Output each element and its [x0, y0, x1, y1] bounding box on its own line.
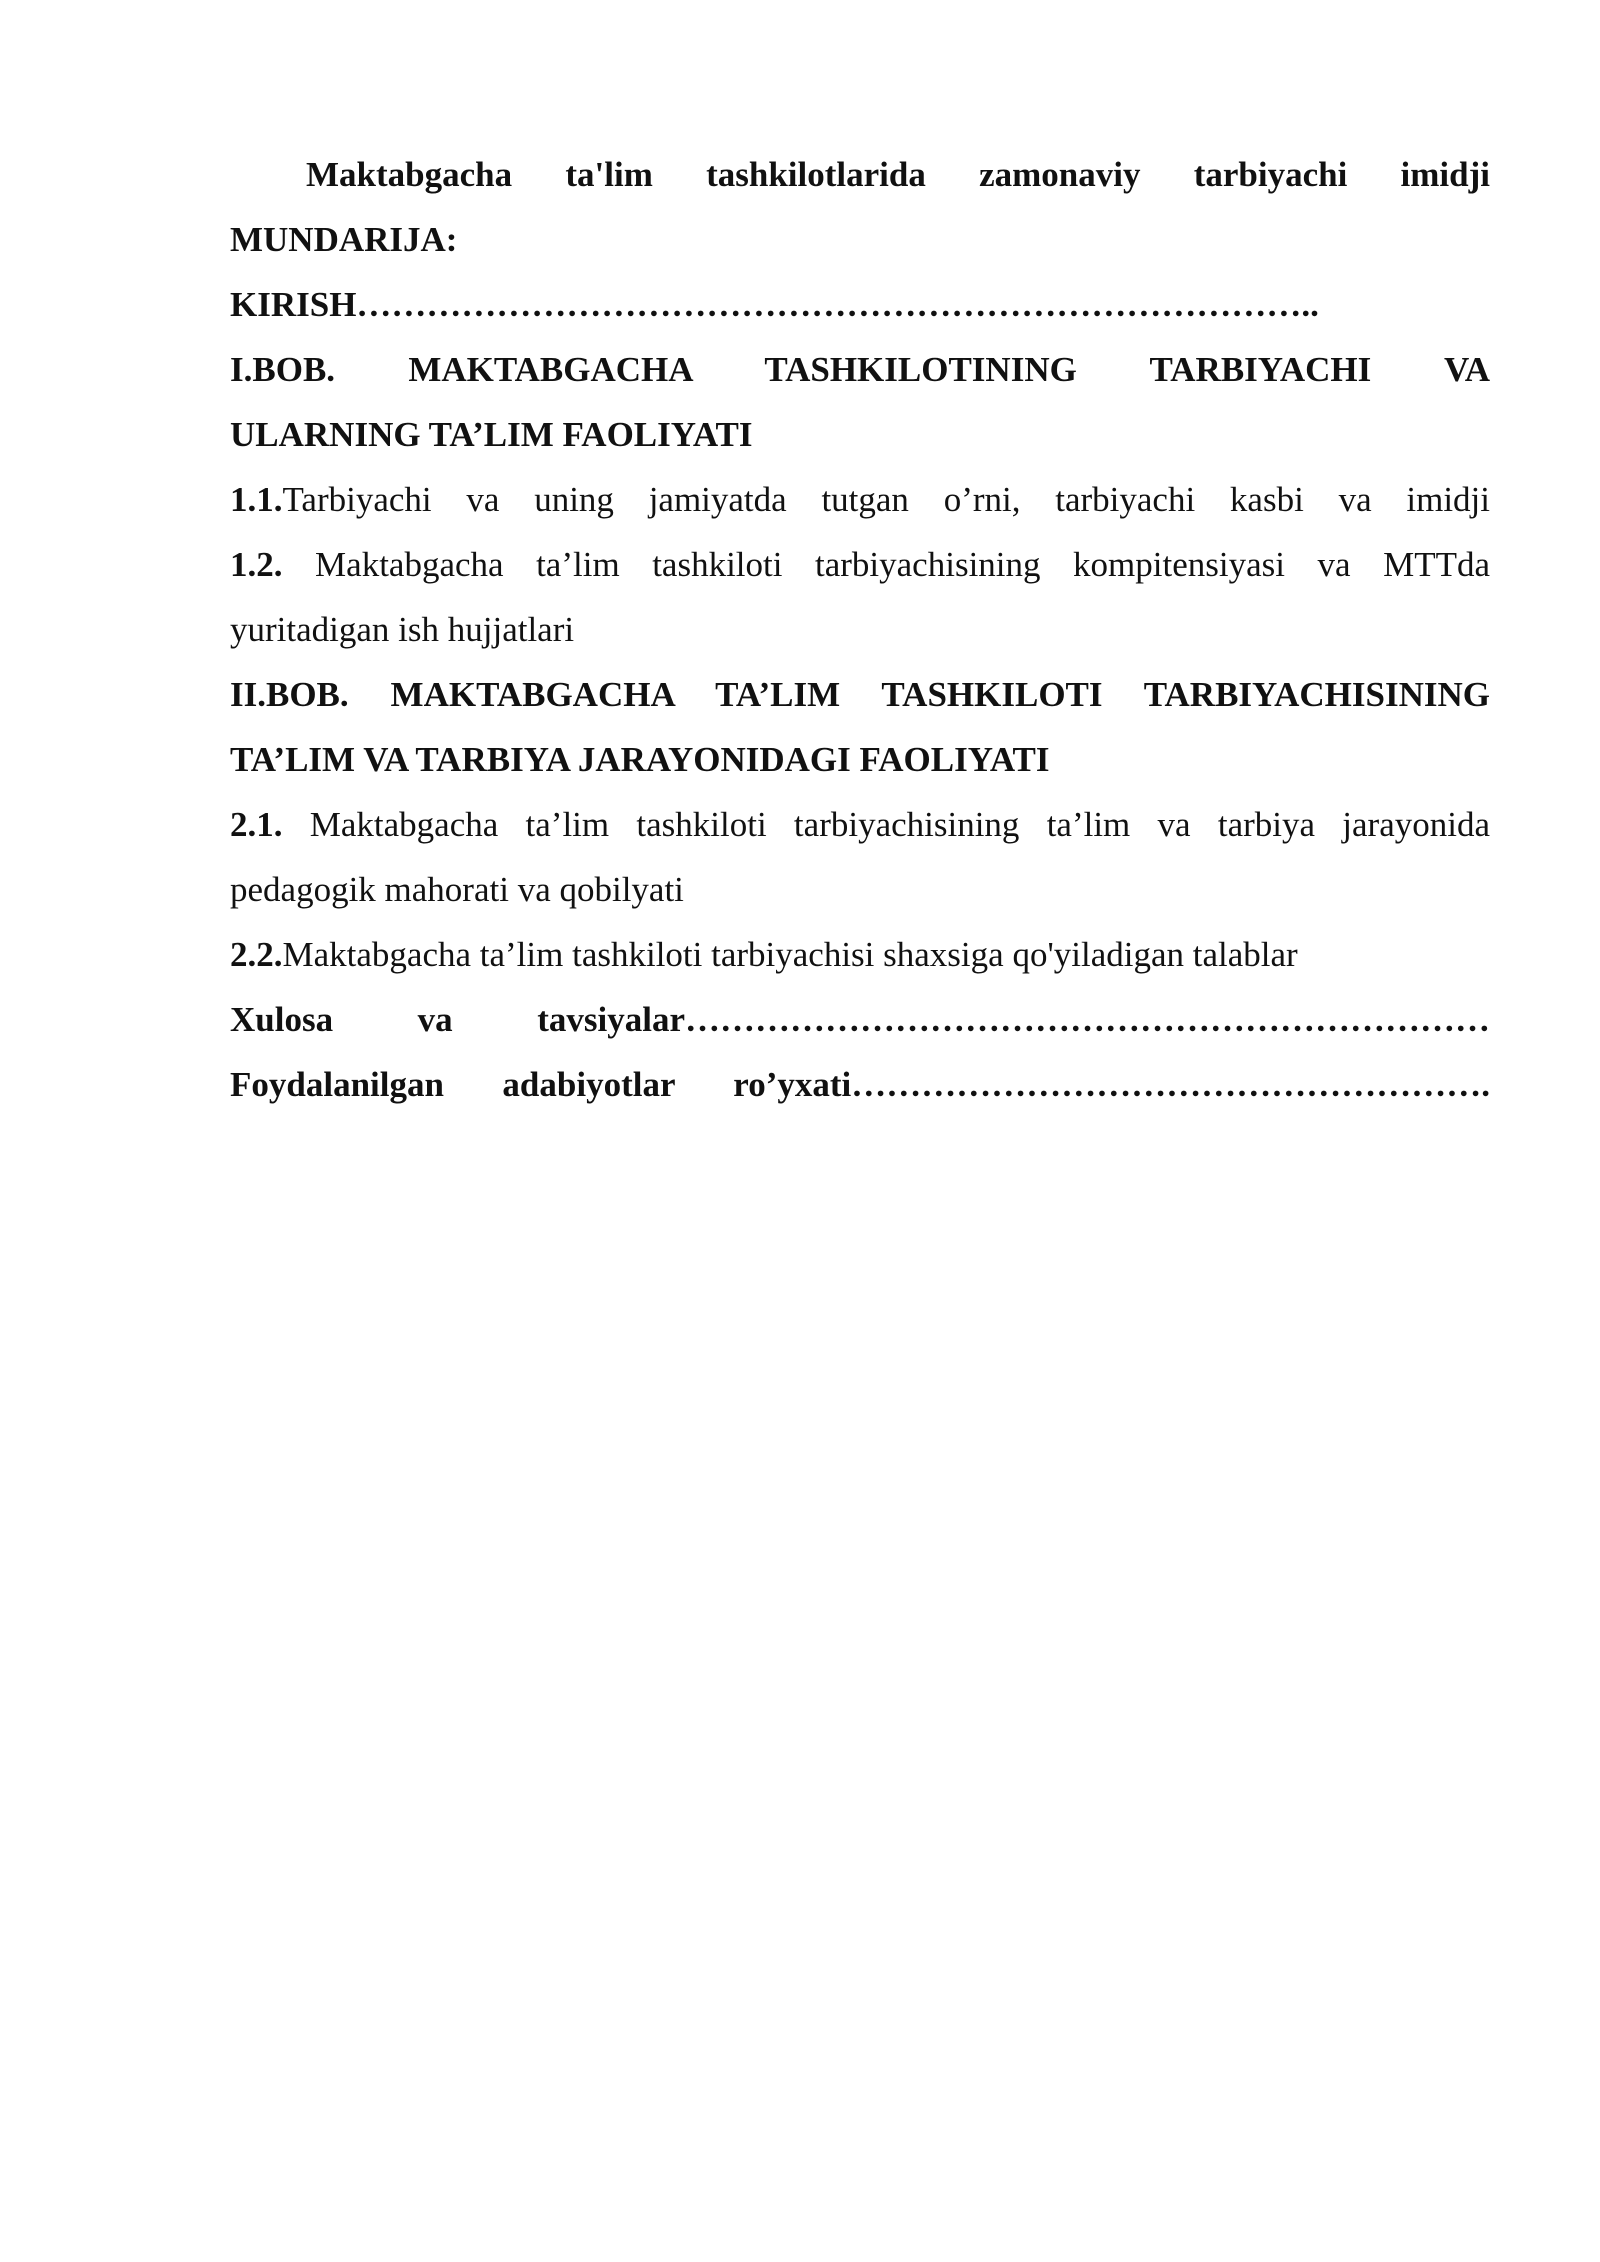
section-title: Tarbiyachi va uning jamiyatda tutgan o’rni, tarbiyachi kasbi va imidji	[282, 480, 1490, 519]
section-number: 2.1.	[230, 805, 283, 844]
toc-entry-references: Foydalanilgan adabiyotlar ro’yxati……………………………………………….	[230, 1065, 1490, 1104]
toc-entry-chapter-1-line1: I.BOB. MAKTABGACHA TASHKILOTINING TARBIYACHI VA	[230, 350, 1490, 389]
section-title: Maktabgacha ta’lim tashkiloti tarbiyachisining ta’lim va tarbiya jarayonida	[282, 805, 1490, 844]
toc-entry-conclusion: Xulosa va tavsiyalar……………………………………………………………	[230, 1000, 1490, 1039]
toc-entry-section-2-1-line2: pedagogik mahorati va qobilyati	[230, 870, 684, 909]
toc-entry-chapter-2-line1: II.BOB. MAKTABGACHA TA’LIM TASHKILOTI TARBIYACHISINING	[230, 675, 1490, 714]
toc-entry-chapter-1-line2: ULARNING TA’LIM FAOLIYATI	[230, 415, 753, 454]
toc-entry-chapter-2-line2: TA’LIM VA TARBIYA JARAYONIDAGI FAOLIYATI	[230, 740, 1050, 779]
section-title: Maktabgacha ta’lim tashkiloti tarbiyachisining kompitensiyasi va MTTda	[282, 545, 1490, 584]
toc-entry-section-1-2-line1	[230, 532, 1490, 597]
section-number: 1.1.	[230, 480, 283, 519]
toc-entry-introduction: KIRISH………………………………………………………………………..	[230, 285, 1319, 324]
toc-entry-section-1-2-line2: yuritadigan ish hujjatlari	[230, 610, 575, 649]
section-title: Maktabgacha ta’lim tashkiloti tarbiyachisi shaxsiga qo'yiladigan talablar	[282, 935, 1298, 974]
document-title: Maktabgacha ta'lim tashkilotlarida zamonaviy tarbiyachi imidji	[306, 155, 1490, 194]
section-number: 2.2.	[230, 935, 283, 974]
toc-entry-section-2-2	[230, 922, 1490, 987]
table-of-contents	[230, 142, 1490, 1117]
toc-entry-section-2-1-line1	[230, 792, 1490, 857]
toc-heading: MUNDARIJA:	[230, 220, 458, 259]
section-number: 1.2.	[230, 545, 283, 584]
toc-entry-section-1-1	[230, 467, 1490, 532]
